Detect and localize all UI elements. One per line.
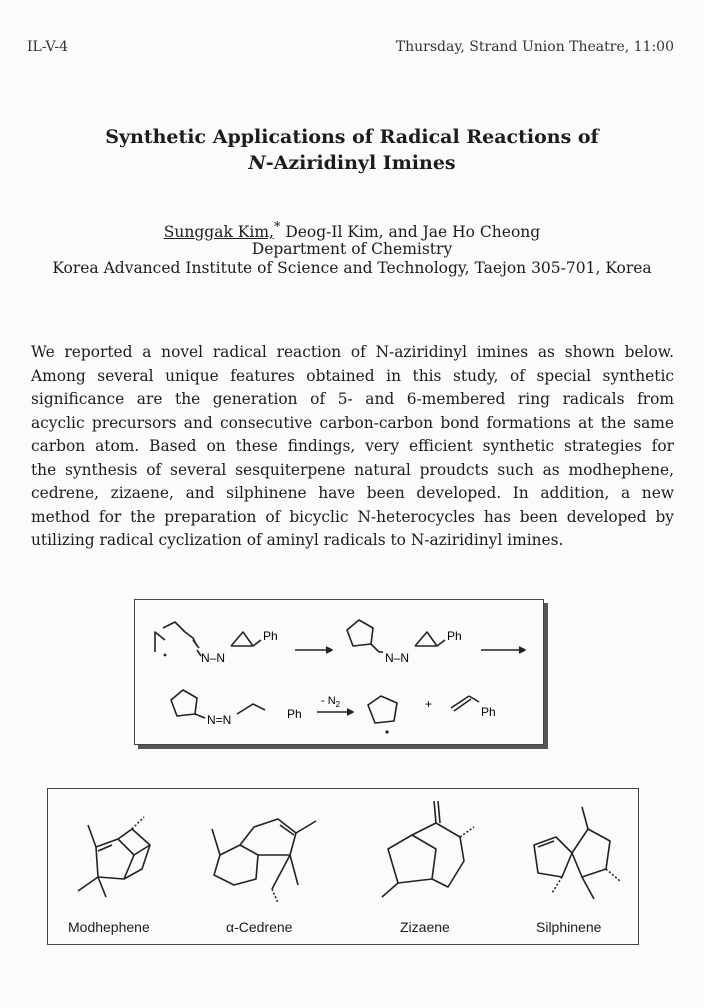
department: Department of Chemistry <box>251 240 453 258</box>
cyclopentane-ring <box>171 690 197 716</box>
natural-products-drawing <box>48 789 638 914</box>
phenyl-label: Ph <box>287 707 302 721</box>
zizaene-structure <box>382 801 474 897</box>
phenyl-label: Ph <box>447 629 462 643</box>
abstract-line: We reported a novel radical reaction of N-aziridinyl imines as shown below. <box>31 343 674 361</box>
abstract-line: cedrene, zizaene, and silphinene have been developed. In addition, a new <box>31 484 674 502</box>
n-n-label: N–N <box>201 651 226 665</box>
phenyl-label: Ph <box>481 705 496 719</box>
abstract-line: acyclic precursors and consecutive carbon-carbon bond formations at the same <box>31 413 674 432</box>
title-line-1: Synthetic Applications of Radical Reactions of <box>105 126 599 148</box>
reaction-scheme-drawing <box>135 600 543 744</box>
title-line-2-rest: -Aziridinyl Imines <box>265 152 456 174</box>
aziridine-ring <box>415 632 437 646</box>
abstract <box>31 341 674 553</box>
session-info: Thursday, Strand Union Theatre, 11:00 <box>395 39 674 55</box>
n-n-label: N–N <box>385 651 410 665</box>
minus-n2-label <box>321 695 341 709</box>
institute: Korea Advanced Institute of Science and Technology, Taejon 305-701, Korea <box>52 259 652 277</box>
minus-n-text: - N <box>321 695 336 707</box>
product-name: α-Cedrene <box>226 919 293 935</box>
title-line-2 <box>0 152 704 174</box>
corresponding-mark: * <box>273 220 281 235</box>
product-name: Modhephene <box>68 919 150 935</box>
radical-dot <box>385 730 388 733</box>
reaction-scheme <box>134 599 544 745</box>
abstract-line: utilizing radical cyclization of aminyl radicals to N-aziridinyl imines. <box>31 531 564 549</box>
title-italic-n: N <box>248 152 266 174</box>
abstract-line: significance are the generation of 5- and 6-membered ring radicals from <box>31 390 674 408</box>
product-name: Silphinene <box>536 919 602 935</box>
azo-label: N=N <box>207 713 232 727</box>
plus-sign: + <box>425 697 433 711</box>
alkene-chain <box>155 632 165 652</box>
abstract-line: the synthesis of several sesquiterpene natural proudcts such as modhephene, <box>31 460 674 479</box>
abstract-line: method for the preparation of bicyclic N-heterocycles has been developed by <box>31 507 674 526</box>
session-code: IL-V-4 <box>27 39 69 55</box>
product-name: Zizaene <box>400 919 450 935</box>
phenyl-label: Ph <box>263 629 278 643</box>
cedrene-structure <box>212 819 316 903</box>
presenting-author: Sunggak Kim, <box>163 223 274 242</box>
radical-dot <box>164 654 167 657</box>
n2-subscript: 2 <box>335 700 341 709</box>
hydrazone-chain <box>163 622 197 646</box>
aziridine-ring <box>231 632 253 646</box>
co-authors: Deog-Il Kim, and Jae Ho Cheong <box>280 223 541 242</box>
modhephene-structure <box>78 817 150 897</box>
abstract-line: carbon atom. Based on these findings, very efficient synthetic strategies for <box>31 437 674 455</box>
abstract-line: Among several unique features obtained in this study, of special synthetic <box>31 366 674 385</box>
cyclopentyl-radical <box>368 696 397 723</box>
author-list <box>0 220 704 241</box>
natural-products-panel <box>47 788 639 945</box>
silphinene-structure <box>534 807 620 899</box>
cyclopentane-ring <box>347 620 373 646</box>
